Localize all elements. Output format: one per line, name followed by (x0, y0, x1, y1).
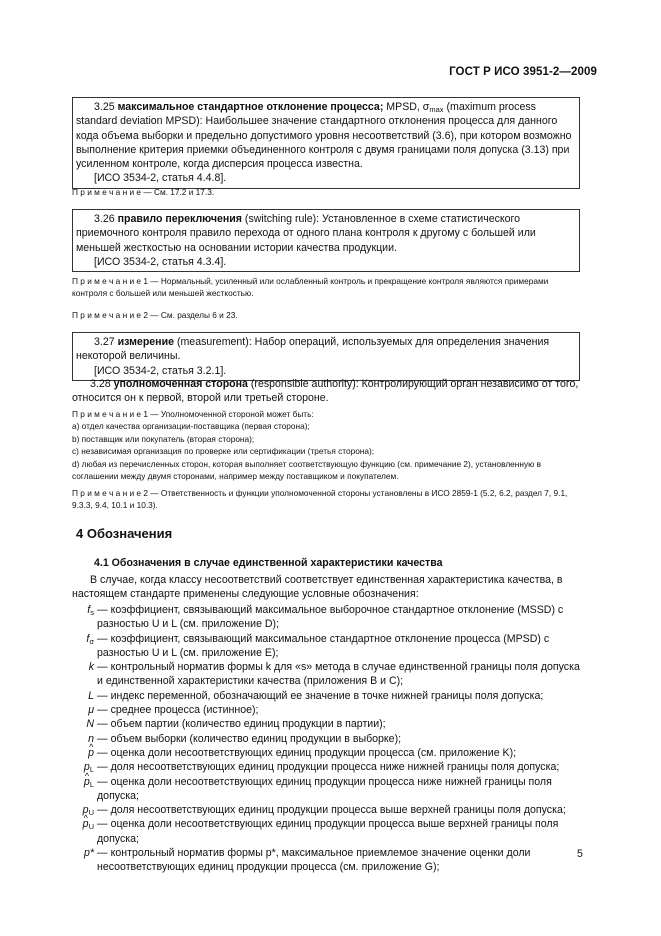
symbol: ^ p (72, 746, 97, 760)
definition-3-28: 3.28 уполномоченная сторона (responsible authority): Контролирующий орган независимо от того, относится он к первой, второй или третьей стороне. (72, 378, 579, 405)
symbol: p* (83, 847, 94, 860)
symbol-row (72, 846, 584, 875)
section-4-heading: 4 Обозначения (76, 526, 173, 541)
note-list-item: с) независимая организация по проверке или сертификации (третья сторона); (72, 446, 375, 457)
symbol-description: — среднее процесса (истинное); (97, 704, 259, 717)
symbol-row (72, 817, 584, 846)
symbol-description: — объем партии (количество единиц продукции в партии); (97, 718, 386, 731)
symbol-row (72, 803, 584, 817)
symbol-row (72, 760, 584, 774)
symbol: $f_s$ (87, 604, 94, 617)
symbol: $p_L$ (83, 761, 94, 775)
note-3-26-1: П р и м е ч а н и е 1 — Нормальный, усиленный или ослабленный контроль и прекращение контроля являются примерами контроля с большей или меньшей жесткостью. (72, 276, 549, 299)
definition-3-26-text: 3.26 правило переключения (switching rule): Установленное в схеме статистического приемочного контроля правило перехода от одного плана контроля к другому с большей или меньшей жесткостью на основании истории качества продукции. (76, 213, 536, 254)
note-list-item: d) любая из перечисленных сторон, которая выполняет соответствующую функцию (см. примечание 2), установленную в соглашении между двумя сторонами, например между поставщиком и покупателем. (72, 458, 542, 482)
symbol: k (88, 661, 94, 674)
symbol-description: — контрольный норматив формы k для «s» метода в случае единственной границы поля допуска и единственной характеристики качества (приложения B и C); (97, 661, 580, 688)
symbol-description: — объем выборки (количество единиц продукции в выборке); (97, 732, 402, 745)
symbol-row (72, 660, 584, 689)
symbols-list (72, 603, 584, 875)
document-header: ГОСТ Р ИСО 3951-2—2009 (449, 66, 597, 78)
symbol-description: — коэффициент, связывающий максимальное выборочное стандартное отклонение (MSSD) с разностью U и L (см. приложение D); (97, 604, 564, 631)
symbol: $p_U$ (82, 804, 94, 818)
definition-box-3-27 (72, 332, 580, 381)
definition-box-3-25 (72, 97, 580, 189)
symbol-description: — индекс переменной, обозначающий ее значение в точке нижней границы поля допуска; (97, 689, 544, 702)
symbol-row (72, 746, 584, 760)
symbol: N (86, 718, 94, 731)
symbol-row (72, 775, 584, 804)
note-3-28-1: П р и м е ч а н и е 1 — Уполномоченной стороной может быть: а) отдел качества организации-поставщика (первая сторона); b) поставщик или покупатель (вторая сторона); с) независимая организация по проверке или сертификации (третья сторона); d) любая из перечисленных сторон, которая выполняет соответствующую функцию (см. примечание 2), установленную в соглашении между двумя сторонами, например между поставщиком и покупателем. (72, 408, 584, 482)
symbol-row (72, 732, 584, 746)
symbol: μ (88, 704, 94, 717)
symbol-description: — контрольный норматив формы p*, максимальное приемлемое значение оценки доли несоответствующих единиц продукции процесса (см. приложение G); (97, 847, 531, 874)
definition-3-26-source: [ИСО 3534-2, статья 4.3.4]. (94, 255, 227, 268)
page-number: 5 (577, 848, 583, 860)
symbol-description: — оценка доли несоответствующих единиц продукции процесса (см. приложение K); (97, 746, 517, 759)
symbols-intro: В случае, когда классу несоответствий соответствует единственная характеристика качества, в настоящем стандарте применены следующие условные обозначения: (72, 574, 563, 601)
symbol-description: — доля несоответствующих единиц продукции процесса выше верхней границы поля допуска; (97, 804, 566, 817)
symbol-row (72, 603, 584, 632)
note-3-28-2: П р и м е ч а н и е 2 — Ответственность и функции уполномоченной стороны установлены в ИСО 2859-1 (5.2, 6.2, раздел 7, 9.1, 9.3.3, 9.4, 10.1 и 10.3). (72, 488, 568, 511)
definition-3-27-source: [ИСО 3534-2, статья 3.2.1]. (94, 364, 227, 377)
definition-3-25-source: [ИСО 3534-2, статья 4.4.8]. (94, 172, 227, 185)
definition-3-27-text: 3.27 измерение (measurement): Набор операций, используемых для определения значения некоторой величины. (76, 336, 550, 363)
symbol-description: — коэффициент, связывающий максимальное стандартное отклонение процесса (MPSD) с разностью U и L (см. приложение E); (97, 632, 550, 659)
note-list-item: b) поставщик или покупатель (вторая сторона); (72, 433, 255, 444)
definition-box-3-26 (72, 209, 580, 272)
note-3-26-2: П р и м е ч а н и е 2 — См. разделы 6 и 23. (72, 310, 238, 320)
symbol-row (72, 703, 584, 717)
symbol-row (72, 632, 584, 661)
symbol-description: — оценка доли несоответствующих единиц продукции процесса ниже нижней границы поля допуска; (97, 775, 552, 802)
symbol: ^ $p_L$ (72, 775, 97, 804)
symbol: ^ $p_U$ (72, 817, 97, 846)
note-3-25: П р и м е ч а н и е — См. 17.2 и 17.3. (72, 187, 215, 197)
symbol-description: — оценка доли несоответствующих единиц продукции процесса выше верхней границы поля допуска; (97, 818, 559, 845)
symbol: n (88, 732, 94, 745)
symbol-description: — доля несоответствующих единиц продукции процесса ниже нижней границы поля допуска; (97, 761, 560, 774)
symbol: $f_\sigma$ (86, 632, 94, 646)
definition-3-25-text: 3.25 максимальное стандартное отклонение процесса; MPSD, $\sigma_{max}$ (maximum process standard deviation MPSD): Наибольшее значение стандартного отклонения процесса для данного кода объема выборки и предельно допустимого уровня несоответствий (3.6), при котором возможно выполнение критерия приемки объединенного контроля с двумя границами поля допуска (3.13) при усиленном контроле, когда дисперсия процесса известна. (76, 101, 572, 171)
symbol: L (88, 689, 94, 702)
symbol-row (72, 689, 584, 703)
symbol-row (72, 717, 584, 731)
section-4-1-heading: 4.1 Обозначения в случае единственной характеристики качества (94, 557, 443, 569)
note-list-item: а) отдел качества организации-поставщика (первая сторона); (72, 421, 310, 432)
